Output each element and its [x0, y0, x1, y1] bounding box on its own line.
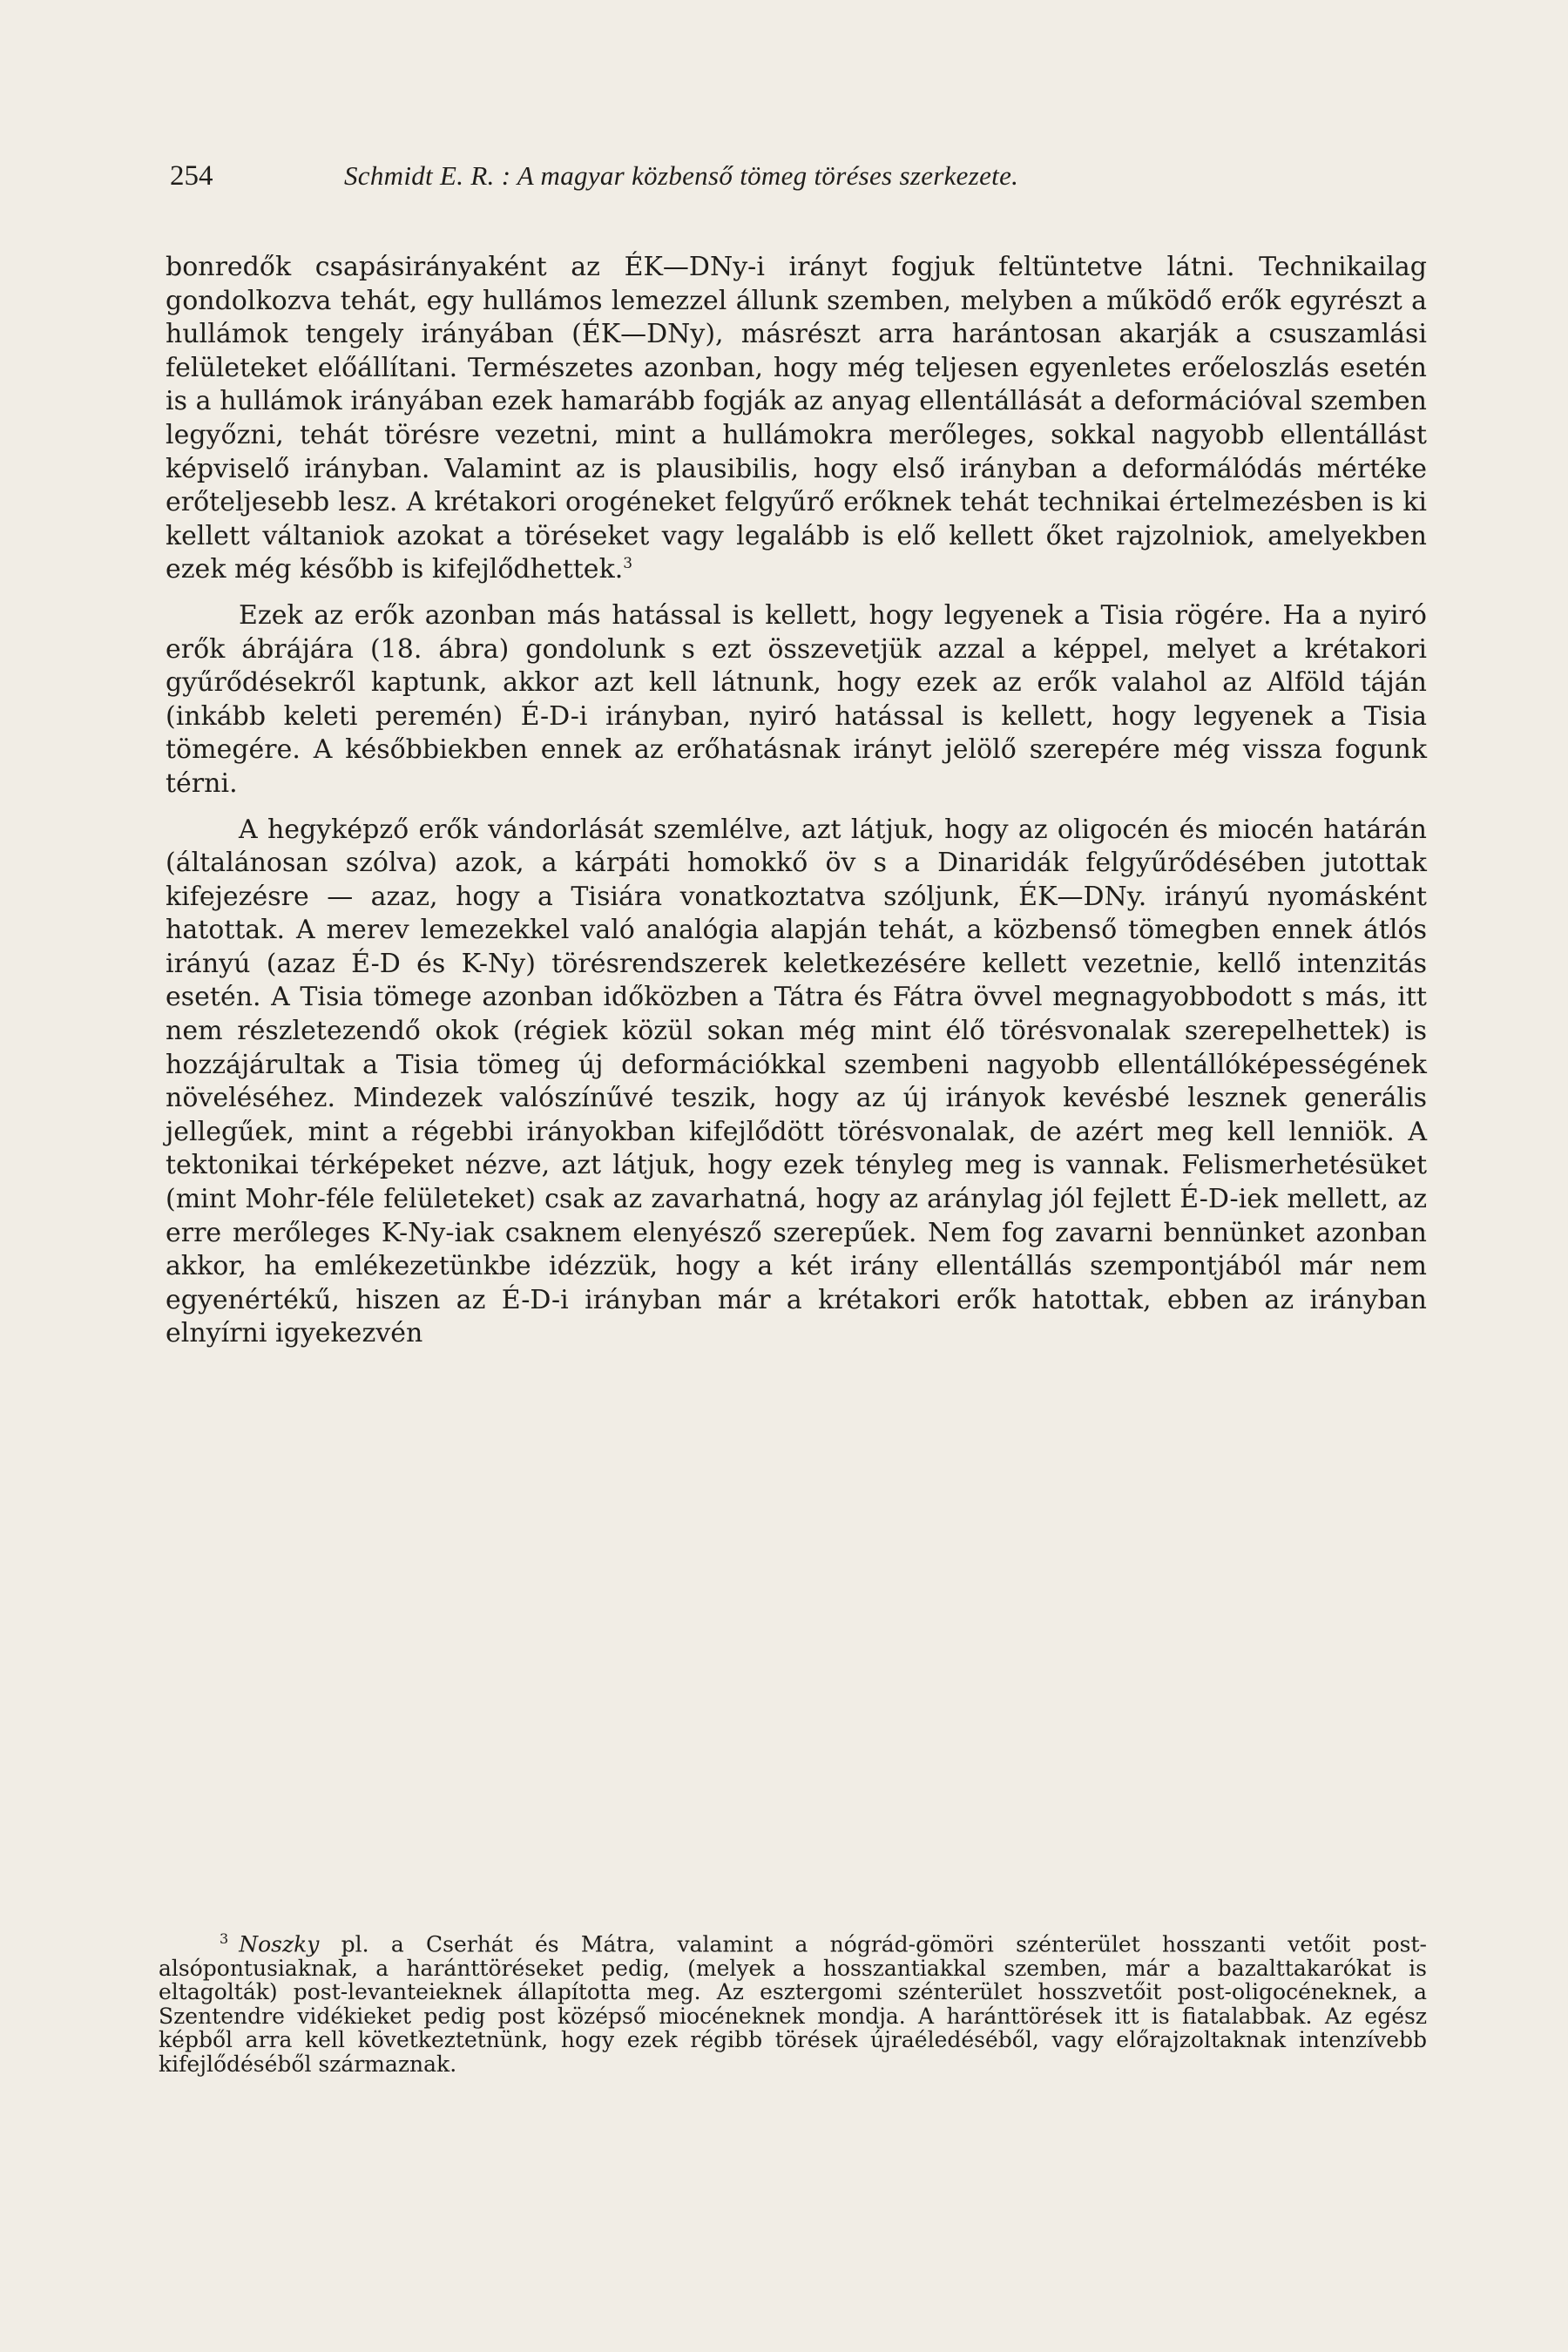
paragraph-1-text: bonredők csapásirányaként az ÉK—DNy-i irányt fogjuk feltüntetve látni. Technikailag gondolkozva tehát, egy hullámos lemezzel állunk szemben, melyben a működő erők egyrészt a hullámok tengely irányában (ÉK—DNy), másrészt arra harántosan akarják a csuszamlási felületeket előállítani. Természetes azonban, hogy még teljesen egyenletes erőeloszlás esetén is a hullámok irányában ezek hamarább fogják az anyag ellentállását a deformációval szemben legyőzni, tehát törésre vezetni, mint a hullámokra merőleges, sokkal nagyobb ellentállást képviselő irányban. Valamint az is plausibilis, hogy első irányban a deformálódás mértéke erőteljesebb lesz. A krétakori orogéneket felgyűrő erőknek tehát technikai értelmezésben is ki kellett váltaniok azokat a töréseket vagy legalább is elő kellett őket rajzolniok, amelyekben ezek még később is kifejlődhettek.	[166, 252, 1427, 585]
paragraph-3-text: A hegyképző erők vándorlását szemlélve, azt látjuk, hogy az oligocén és miocén határán (általánosan szólva) azok, a kárpáti homokkő öv s a Dinaridák felgyűrődésében jutottak kifejezésre — azaz, hogy a Tisiára vonatkoztatva szóljunk, ÉK—DNy. irányú nyomásként hatottak. A merev lemezekkel való analógia alapján tehát, a közbenső tömegben ennek átlós irányú (azaz É-D és K-Ny) törésrendszerek keletkezésére kellett vezetnie, kellő intenzitás esetén. A Tisia tömege azonban időközben a Tátra és Fátra övvel megnagyobbodott s más, itt nem részletezendő okok (régiek közül sokan még mint élő törésvonalak szerepelhettek) is hozzájárultak a Tisia tömeg új deformációkkal szembeni nagyobb ellentállóképességének növeléséhez. Mindezek valószínűvé teszik, hogy az új irányok kevésbé lesznek generális jellegűek, mint a régebbi irányokban kifejlődött törésvonalak, de azért meg kell lenniök. A tektonikai térképeket nézve, azt látjuk, hogy ezek tényleg meg is vannak. Felismerhetésüket (mint Mohr-féle felületeket) csak az zavarhatná, hogy az aránylag jól fejlett É-D-iek mellett, az erre merőleges K-Ny-iak csaknem elenyésző szerepűek. Nem fog zavarni bennünket azonban akkor, ha emlékezetünkbe idézzük, hogy a két irány ellentállás szempontjából már nem egyenértékű, hiszen az É-D-i irányban már a krétakori erők hatottak, ebben az irányban elnyírni igyekezvén	[166, 814, 1427, 1349]
paragraph-3	[166, 814, 1427, 1352]
footnote	[159, 1927, 1427, 2076]
body-text	[166, 251, 1427, 1351]
running-title: Schmidt E. R. : A magyar közbenső tömeg töréses szerkezete.	[344, 160, 1019, 191]
footnote-reference[interactable]: 3	[623, 555, 633, 573]
paragraph-1	[166, 251, 1427, 587]
paragraph-2-text: Ezek az erők azonban más hatással is kellett, hogy legyenek a Tisia rögére. Ha a nyiró erők ábrájára (18. ábra) gondolunk s ezt összevetjük azzal a képpel, melyet a krétakori gyűrődésekről kaptunk, akkor azt kell látnunk, hogy ezek az erők valahol az Alföld táján (inkább keleti peremén) É-D-i irányban, nyiró hatással is kellett, hogy legyenek a Tisia tömegére. A későbbiekben ennek az erőhatásnak irányt jelölő szerepére még vissza fogunk térni.	[166, 599, 1427, 799]
page-header	[170, 155, 1433, 197]
footnote-marker: 3	[220, 1930, 229, 1947]
footnote-author: Noszky	[239, 1931, 320, 1957]
paragraph-2	[166, 599, 1427, 801]
page-number: 254	[170, 160, 213, 192]
footnote-text: pl. a Cserhát és Mátra, valamint a nógrád-gömöri szénterület hosszanti vetőit post-alsópontusiaknak, a haránttöréseket pedig, (melyek a hosszantiakkal szemben, már a bazalttakarókat is eltagolták) post-levanteieknek állapította meg. Az esztergomi szénterület hosszvetőit post-oligocéneknek, a Szentendre vidékieket pedig post középső miocéneknek mondja. A haránttörések itt is fiatalabbak. Az egész képből arra kell következtetnünk, hogy ezek régibb törések újraéledéséből, vagy előrajzoltaknak intenzívebb kifejlődéséből származnak.	[159, 1931, 1427, 2077]
